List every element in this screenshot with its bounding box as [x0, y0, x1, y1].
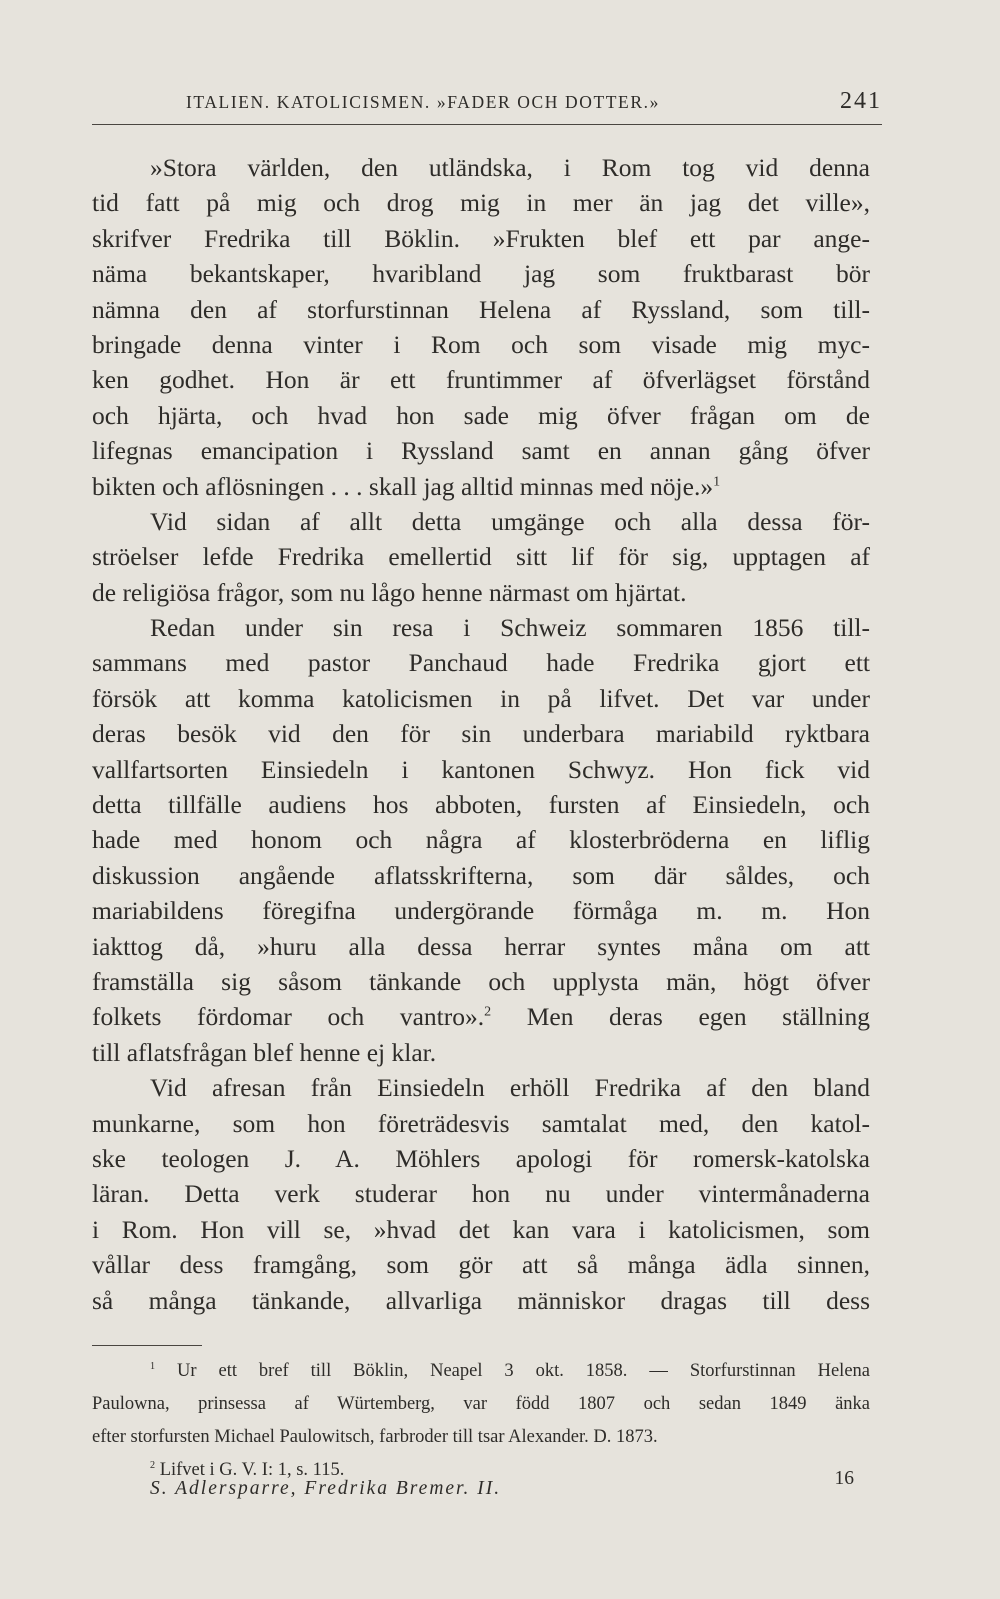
line-text: Ur ett bref till Böklin, Neapel 3 okt. 1858. — Storfurstinnan Helena — [155, 1361, 870, 1381]
line-text: munkarne, som hon företrädesvis samtalat med, den katol- — [92, 1108, 870, 1138]
line-text: iakttog då, »huru alla dessa herrar syntes måna om att — [92, 931, 870, 961]
text-line — [92, 1070, 870, 1105]
text-line — [92, 964, 870, 999]
page-number: 241 — [840, 88, 882, 114]
running-header — [92, 88, 882, 125]
signature-line: S. Adlersparre, Fredrika Bremer. II. — [150, 1478, 502, 1499]
text-line — [92, 1106, 870, 1141]
text-line — [92, 1283, 870, 1318]
text-line — [92, 929, 870, 964]
line-text: diskussion angående aflatsskrifterna, som där såldes, och — [92, 860, 870, 890]
line-text: efter storfursten Michael Paulowitsch, farbroder till tsar Alexander. D. 1873. — [92, 1427, 658, 1447]
text-line — [92, 681, 870, 716]
text-line — [92, 150, 870, 185]
line-text: nämna den af storfurstinnan Helena af Ryssland, som till- — [92, 294, 870, 324]
line-text: detta tillfälle audiens hos abboten, fursten af Einsiedeln, och — [92, 790, 870, 820]
line-text: tid fatt på mig och drog mig in mer än jag det ville», — [92, 188, 870, 218]
line-text: försök att komma katolicismen in på lifvet. Det var under — [92, 683, 870, 713]
line-text: så många tänkande, allvarliga människor dragas till dess — [92, 1285, 870, 1315]
text-line — [92, 822, 870, 857]
line-text: framställa sig såsom tänkande och upplysta män, högt öfver — [92, 966, 870, 996]
running-title: ITALIEN. KATOLICISMEN. »FADER OCH DOTTER.» — [186, 92, 660, 112]
line-text: ken godhet. Hon är ett fruntimmer af öfverlägset förstånd — [92, 365, 870, 395]
line-text: Paulowna, prinsessa af Würtemberg, var född 1807 och sedan 1849 änka — [92, 1394, 870, 1414]
line-text: bringade denna vinter i Rom och som visade mig myc- — [92, 329, 870, 359]
footnote-line — [92, 1355, 870, 1388]
footnote-marker: 1 — [150, 1360, 156, 1372]
line-text: sammans med pastor Panchaud hade Fredrika gjort ett — [92, 648, 870, 678]
line-text-continued: Men deras egen ställning — [491, 1002, 870, 1032]
text-line — [92, 1176, 870, 1211]
line-text: de religiösa frågor, som nu lågo henne närmast om hjärtat. — [92, 577, 687, 607]
line-text: vallfartsorten Einsiedeln i kantonen Schwyz. Hon fick vid — [92, 754, 870, 784]
line-text: hade med honom och några af klosterbröderna en liflig — [92, 825, 870, 855]
text-line — [92, 610, 870, 645]
text-line — [92, 645, 870, 680]
text-line — [92, 999, 870, 1034]
text-line — [92, 504, 870, 539]
body-text — [92, 150, 870, 1318]
text-line — [92, 716, 870, 751]
line-text: folkets fördomar och vantro». — [92, 1002, 485, 1032]
footnote-divider — [92, 1345, 202, 1346]
text-line — [92, 327, 870, 362]
line-text: mariabildens föregifna undergörande förmåga m. m. Hon — [92, 896, 870, 926]
footnote-reference: 2 — [484, 1004, 492, 1020]
footnote-line — [92, 1421, 870, 1454]
footnote-reference: 1 — [713, 474, 721, 490]
line-text: vållar dess framgång, som gör att så många ädla sinnen, — [92, 1250, 870, 1280]
line-text: Lifvet i G. V. I: 1, s. 115. — [155, 1460, 345, 1480]
line-text: ströelser lefde Fredrika emellertid sitt lif för sig, upptagen af — [92, 542, 870, 572]
line-text: deras besök vid den för sin underbara mariabild ryktbara — [92, 719, 870, 749]
text-line — [92, 575, 870, 610]
text-line — [92, 858, 870, 893]
text-line — [92, 1212, 870, 1247]
line-text: och hjärta, och hvad hon sade mig öfver frågan om de — [92, 400, 870, 430]
line-text: läran. Detta verk studerar hon nu under vintermånaderna — [92, 1179, 870, 1209]
sheet-number: 16 — [834, 1468, 854, 1489]
line-text: ske teologen J. A. Möhlers apologi för romersk-katolska — [92, 1143, 870, 1173]
line-text: Vid afresan från Einsiedeln erhöll Fredrika af den bland — [150, 1073, 870, 1103]
text-line — [92, 469, 870, 504]
text-line — [92, 1247, 870, 1282]
text-line — [92, 256, 870, 291]
text-line — [92, 1141, 870, 1176]
line-text: lifegnas emancipation i Ryssland samt en annan gång öfver — [92, 436, 870, 466]
line-text: näma bekantskaper, hvaribland jag som fruktbarast bör — [92, 259, 870, 289]
text-line — [92, 539, 870, 574]
text-line — [92, 362, 870, 397]
text-line — [92, 292, 870, 327]
text-line — [92, 221, 870, 256]
line-text: bikten och aflösningen . . . skall jag alltid minnas med nöje.» — [92, 471, 714, 501]
line-text: till aflatsfrågan blef henne ej klar. — [92, 1037, 437, 1067]
line-text: Vid sidan af allt detta umgänge och alla dessa för- — [150, 506, 870, 536]
footnote-line — [92, 1388, 870, 1421]
text-line — [92, 398, 870, 433]
line-text: skrifver Fredrika till Böklin. »Frukten blef ett par ange- — [92, 223, 870, 253]
text-line — [92, 752, 870, 787]
line-text: »Stora världen, den utländska, i Rom tog vid denna — [150, 153, 870, 182]
text-line — [92, 433, 870, 468]
text-line — [92, 1035, 870, 1070]
footnotes — [92, 1355, 870, 1487]
footnote-marker: 2 — [150, 1459, 156, 1471]
text-line — [92, 787, 870, 822]
line-text: Redan under sin resa i Schweiz sommaren 1856 till- — [150, 613, 870, 643]
text-line — [92, 893, 870, 928]
text-line — [92, 185, 870, 220]
line-text: i Rom. Hon vill se, »hvad det kan vara i katolicismen, som — [92, 1214, 870, 1244]
